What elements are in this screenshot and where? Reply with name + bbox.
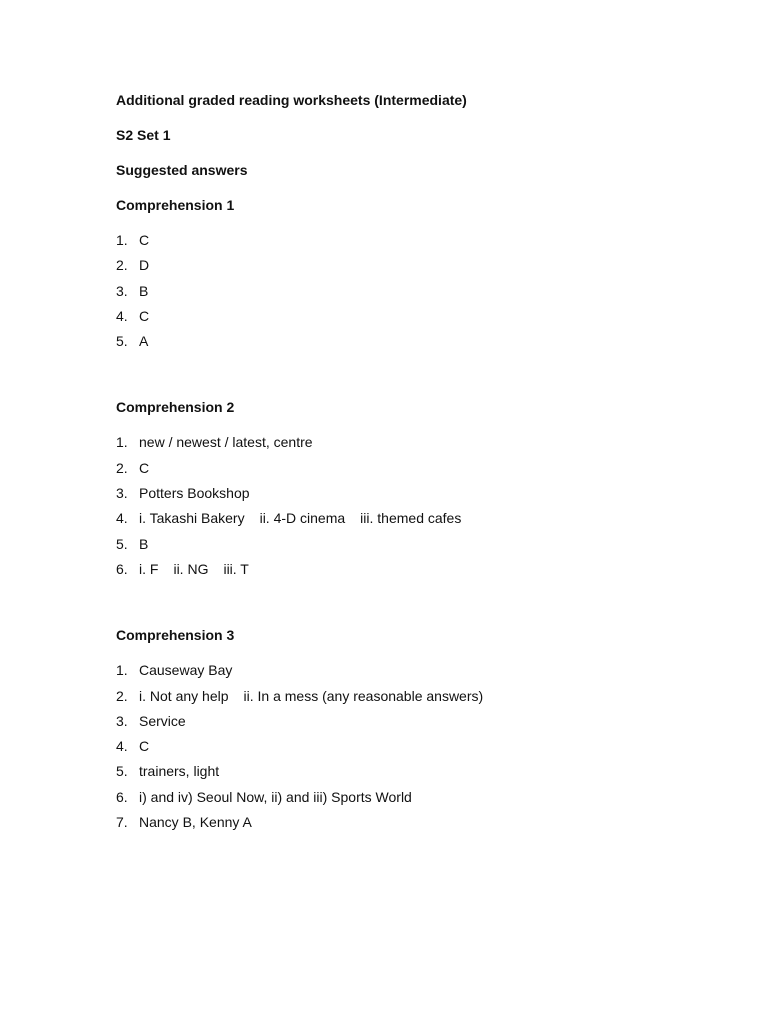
answer-item	[116, 711, 716, 736]
answer-number: 5.	[116, 763, 128, 780]
answer-item	[116, 736, 716, 761]
answer-item	[116, 331, 716, 356]
suggested-answers-label: Suggested answers	[116, 162, 248, 178]
answer-text: new / newest / latest, centre	[139, 434, 313, 451]
answer-text: Potters Bookshop	[139, 485, 250, 502]
answer-list	[116, 432, 716, 584]
answer-text: ii. NG	[173, 560, 209, 577]
answer-number: 7.	[116, 814, 128, 831]
answer-number: 5.	[116, 535, 128, 552]
answer-number: 5.	[116, 333, 128, 350]
answer-number: 4.	[116, 510, 128, 527]
answer-text: iii. T	[223, 560, 249, 577]
section-heading: Comprehension 1	[116, 197, 235, 213]
document-title: Additional graded reading worksheets (Intermediate)	[116, 92, 467, 108]
answer-item	[116, 686, 716, 711]
answer-text: iii. themed cafes	[360, 510, 462, 527]
answer-item	[116, 559, 716, 584]
answer-text: i. Takashi Bakery	[139, 510, 245, 527]
answer-text: i. Not any help	[139, 687, 229, 704]
answer-text: trainers, light	[139, 763, 220, 780]
answer-number: 4.	[116, 738, 128, 755]
answer-text: Nancy B, Kenny A	[139, 814, 252, 831]
answer-number: 1.	[116, 434, 128, 451]
answer-number: 6.	[116, 560, 128, 577]
answer-text: C	[139, 459, 150, 476]
answer-item	[116, 812, 716, 837]
answer-number: 1.	[116, 232, 128, 248]
answer-text: ii. In a mess (any reasonable answers)	[243, 687, 484, 704]
answer-text: ii. 4-D cinema	[259, 510, 346, 527]
document-content	[116, 90, 716, 837]
answer-number: 2.	[116, 459, 128, 476]
sections-container	[116, 195, 716, 837]
answer-text: B	[139, 535, 149, 552]
answer-number: 1.	[116, 662, 128, 679]
answer-text: B	[139, 282, 149, 299]
answer-item	[116, 432, 716, 457]
answer-item	[116, 458, 716, 483]
answer-item	[116, 281, 716, 306]
set-label: S2 Set 1	[116, 127, 171, 143]
answer-item	[116, 483, 716, 508]
answer-item	[116, 534, 716, 559]
answer-item	[116, 660, 716, 685]
answer-text: C	[139, 738, 150, 755]
answer-text: i. F	[139, 560, 159, 577]
answer-item	[116, 508, 716, 533]
answer-text: D	[139, 257, 150, 274]
answer-text: C	[139, 232, 150, 248]
answer-number: 2.	[116, 687, 128, 704]
section-heading: Comprehension 3	[116, 627, 235, 644]
answer-list	[116, 660, 716, 837]
answer-text: Causeway Bay	[139, 662, 233, 679]
answer-number: 3.	[116, 282, 128, 299]
answer-item	[116, 787, 716, 812]
answer-text: i) and iv) Seoul Now, ii) and iii) Sports World	[139, 788, 412, 805]
answer-number: 2.	[116, 257, 128, 274]
answer-text: Service	[139, 712, 186, 729]
answer-item	[116, 761, 716, 786]
answer-number: 6.	[116, 788, 128, 805]
answer-text: A	[139, 333, 149, 350]
answer-list	[116, 230, 716, 356]
answer-number: 4.	[116, 307, 128, 324]
answer-item	[116, 306, 716, 331]
answer-number: 3.	[116, 485, 128, 502]
answer-text: C	[139, 307, 150, 324]
section-heading: Comprehension 2	[116, 399, 235, 416]
answer-item	[116, 230, 716, 255]
answer-item	[116, 255, 716, 280]
answer-number: 3.	[116, 712, 128, 729]
